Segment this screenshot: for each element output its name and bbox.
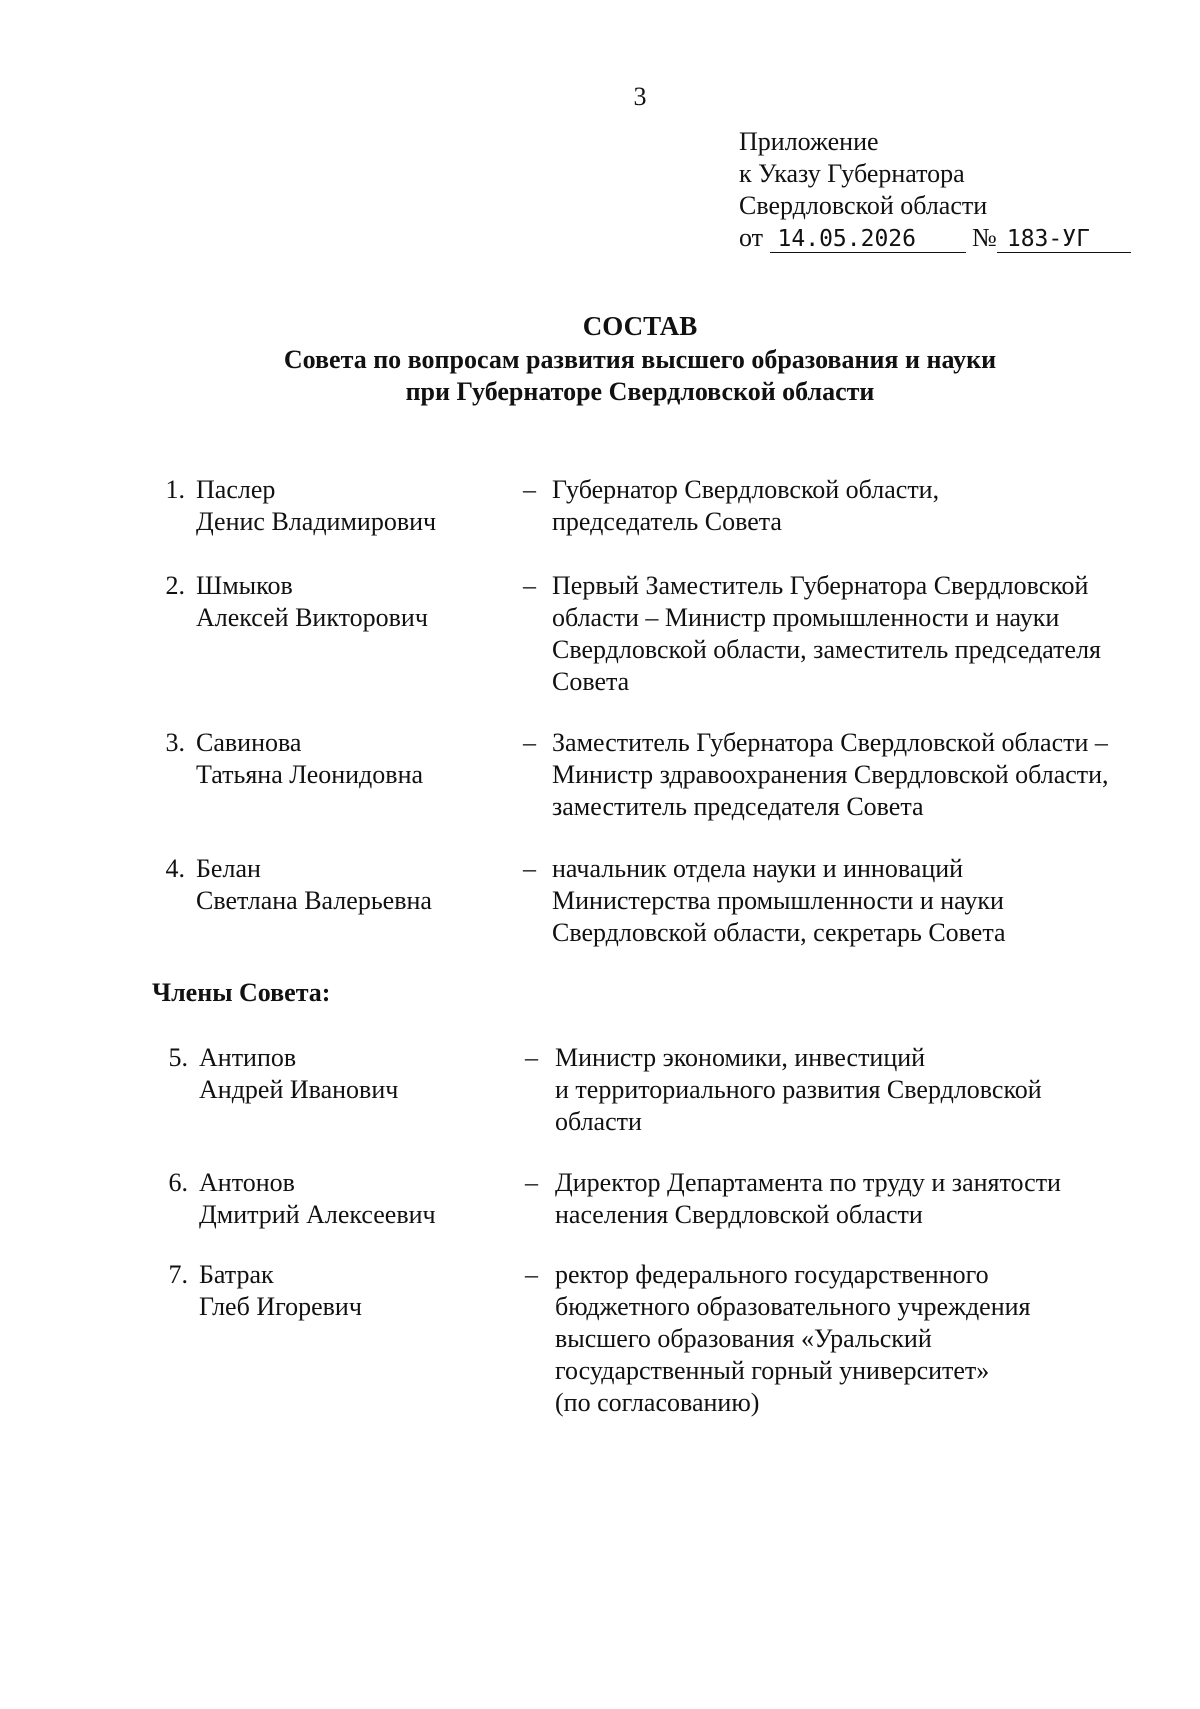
member-name bbox=[196, 853, 432, 917]
role-line: Директор Департамента по труду и занятости bbox=[555, 1168, 1061, 1197]
role-line: Свердловской области, заместитель председателя bbox=[552, 635, 1101, 664]
member-role bbox=[555, 1042, 1145, 1138]
role-line: Свердловской области, секретарь Совета bbox=[552, 918, 1006, 947]
member-given-name: Глеб Игоревич bbox=[199, 1292, 362, 1321]
member-role bbox=[555, 1259, 1145, 1419]
members-section-label: Члены Совета: bbox=[152, 978, 331, 1007]
document-subtitle: Совета по вопросам развития высшего образования и науки bbox=[283, 345, 997, 374]
decree-date: 14.05.2026 bbox=[770, 226, 966, 253]
document-subtitle: при Губернаторе Свердловской области bbox=[405, 377, 875, 406]
member-surname: Савинова bbox=[196, 728, 302, 757]
appendix-line: Свердловской области bbox=[739, 191, 988, 220]
number-sign: № bbox=[972, 223, 997, 252]
separator-dash: – bbox=[525, 1260, 538, 1289]
role-line: Первый Заместитель Губернатора Свердловской bbox=[552, 571, 1089, 600]
separator-dash: – bbox=[523, 475, 536, 504]
role-line: государственный горный университет» bbox=[555, 1356, 990, 1385]
member-role bbox=[552, 474, 1142, 538]
separator-dash: – bbox=[523, 854, 536, 883]
role-line: и территориального развития Свердловской bbox=[555, 1075, 1042, 1104]
member-name bbox=[196, 474, 436, 538]
member-number: 7. bbox=[168, 1260, 188, 1289]
member-number: 1. bbox=[165, 475, 185, 504]
role-line: председатель Совета bbox=[552, 507, 782, 536]
document-heading bbox=[0, 310, 1200, 408]
appendix-block bbox=[739, 126, 1131, 254]
appendix-line: к Указу Губернатора bbox=[739, 159, 965, 188]
appendix-date-line bbox=[739, 222, 1131, 254]
member-number: 5. bbox=[168, 1043, 188, 1072]
role-line: (по согласованию) bbox=[555, 1388, 760, 1417]
separator-dash: – bbox=[525, 1168, 538, 1197]
member-surname: Шмыков bbox=[196, 571, 293, 600]
member-surname: Антонов bbox=[199, 1168, 295, 1197]
member-given-name: Алексей Викторович bbox=[196, 603, 428, 632]
member-number: 3. bbox=[165, 728, 185, 757]
role-line: Министерства промышленности и науки bbox=[552, 886, 1004, 915]
member-surname: Антипов bbox=[199, 1043, 297, 1072]
member-number: 2. bbox=[165, 571, 185, 600]
member-given-name: Дмитрий Алексеевич bbox=[199, 1200, 436, 1229]
role-line: бюджетного образовательного учреждения bbox=[555, 1292, 1031, 1321]
member-role bbox=[552, 853, 1142, 949]
role-line: области bbox=[555, 1107, 642, 1136]
role-line: высшего образования «Уральский bbox=[555, 1324, 932, 1353]
appendix-line: Приложение bbox=[739, 127, 879, 156]
member-number: 6. bbox=[168, 1168, 188, 1197]
role-line: начальник отдела науки и инноваций bbox=[552, 854, 964, 883]
page-number: 3 bbox=[633, 82, 647, 111]
role-line: населения Свердловской области bbox=[555, 1200, 923, 1229]
document-title: СОСТАВ bbox=[582, 311, 698, 341]
role-line: Министр здравоохранения Свердловской области, bbox=[552, 760, 1109, 789]
separator-dash: – bbox=[525, 1043, 538, 1072]
member-given-name: Татьяна Леонидовна bbox=[196, 760, 424, 789]
member-surname: Белан bbox=[196, 854, 261, 883]
member-given-name: Денис Владимирович bbox=[196, 507, 437, 536]
role-line: Министр экономики, инвестиций bbox=[555, 1043, 926, 1072]
role-line: Губернатор Свердловской области, bbox=[552, 475, 940, 504]
member-surname: Батрак bbox=[199, 1260, 274, 1289]
role-line: ректор федерального государственного bbox=[555, 1260, 989, 1289]
member-number: 4. bbox=[165, 854, 185, 883]
member-given-name: Андрей Иванович bbox=[199, 1075, 399, 1104]
separator-dash: – bbox=[523, 728, 536, 757]
member-name bbox=[199, 1167, 436, 1231]
role-line: Заместитель Губернатора Свердловской области – bbox=[552, 728, 1108, 757]
member-role bbox=[552, 727, 1142, 823]
role-line: области – Министр промышленности и науки bbox=[552, 603, 1060, 632]
decree-number: 183-УГ bbox=[997, 226, 1131, 253]
member-name bbox=[196, 570, 428, 634]
member-role bbox=[555, 1167, 1145, 1231]
member-name bbox=[199, 1259, 362, 1323]
separator-dash: – bbox=[523, 571, 536, 600]
member-given-name: Светлана Валерьевна bbox=[196, 886, 432, 915]
role-line: Совета bbox=[552, 667, 630, 696]
member-surname: Паслер bbox=[196, 475, 276, 504]
member-name bbox=[199, 1042, 398, 1106]
date-prefix: от bbox=[739, 223, 764, 252]
member-role bbox=[552, 570, 1142, 698]
role-line: заместитель председателя Совета bbox=[552, 792, 924, 821]
member-name bbox=[196, 727, 423, 791]
